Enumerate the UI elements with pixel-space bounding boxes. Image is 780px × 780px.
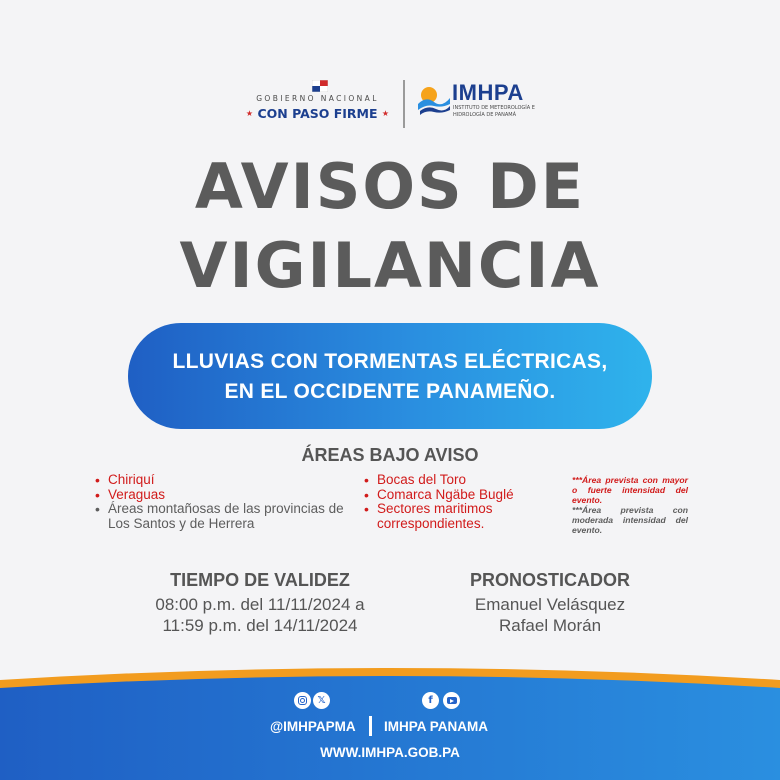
alert-banner — [128, 323, 652, 429]
forecaster-name: Rafael Morán — [498, 616, 602, 635]
imhpa-logo-icon — [416, 82, 450, 116]
list-item: • Comarca Ngäbe Buglé — [364, 488, 554, 503]
star-icon: ★ — [381, 109, 390, 118]
legend-high-intensity: ***Área prevista con mayor o fuerte intensidad del evento. — [572, 475, 688, 505]
social-handle-facebook-youtube[interactable]: IMHPA PANAMA — [384, 719, 488, 734]
list-item: • Áreas montañosas de las provincias de Los Santos y de Herrera — [95, 502, 355, 531]
org-name: IMHPA — [452, 80, 524, 105]
gobierno-nacional-logo — [240, 80, 395, 130]
headline-line1: AVISOS DE — [194, 150, 586, 223]
list-item: • Bocas del Toro — [364, 473, 554, 488]
validity-start: 08:00 p.m. del 11/11/2024 a — [155, 595, 365, 614]
banner-line2: EN EL OCCIDENTE PANAMEÑO. — [224, 380, 556, 403]
headline-line2: VIGILANCIA — [179, 229, 601, 302]
website-link[interactable]: WWW.IMHPA.GOB.PA — [320, 745, 460, 760]
instagram-icon[interactable] — [294, 692, 311, 709]
org-subtitle: INSTITUTO DE METEOROLOGÍA E HIDROLOGÍA DE PANAMÁ — [453, 105, 535, 118]
logo-divider — [403, 80, 405, 128]
facebook-icon[interactable]: f — [422, 692, 439, 709]
social-handle-instagram-x[interactable]: @IMHPAPMA — [270, 719, 356, 734]
areas-list-left — [95, 473, 355, 531]
legend-moderate-intensity: ***Área prevista con moderada intensidad del evento. — [572, 505, 688, 535]
forecaster-title: PRONOSTICADOR — [469, 570, 630, 590]
list-item: • Sectores maritimos correspondientes. — [364, 502, 554, 531]
validity-title: TIEMPO DE VALIDEZ — [170, 570, 350, 590]
areas-list-middle — [364, 473, 554, 531]
gov-line1: GOBIERNO NACIONAL — [256, 94, 379, 103]
footer-separator — [369, 716, 372, 736]
list-item: • Veraguas — [95, 488, 355, 503]
gov-line2: CON PASO FIRME — [257, 106, 378, 121]
panama-flag-icon — [312, 80, 328, 92]
banner-line1: LLUVIAS CON TORMENTAS ELÉCTRICAS, — [172, 350, 608, 373]
youtube-icon[interactable] — [443, 692, 460, 709]
list-item: • Chiriquí — [95, 473, 355, 488]
forecaster-name: Emanuel Velásquez — [474, 595, 626, 614]
footer-wave — [0, 650, 780, 780]
star-icon: ★ — [245, 109, 254, 118]
validity-end: 11:59 p.m. del 14/11/2024 — [162, 616, 358, 635]
areas-title: ÁREAS BAJO AVISO — [301, 445, 479, 465]
x-icon[interactable]: 𝕏 — [313, 692, 330, 709]
